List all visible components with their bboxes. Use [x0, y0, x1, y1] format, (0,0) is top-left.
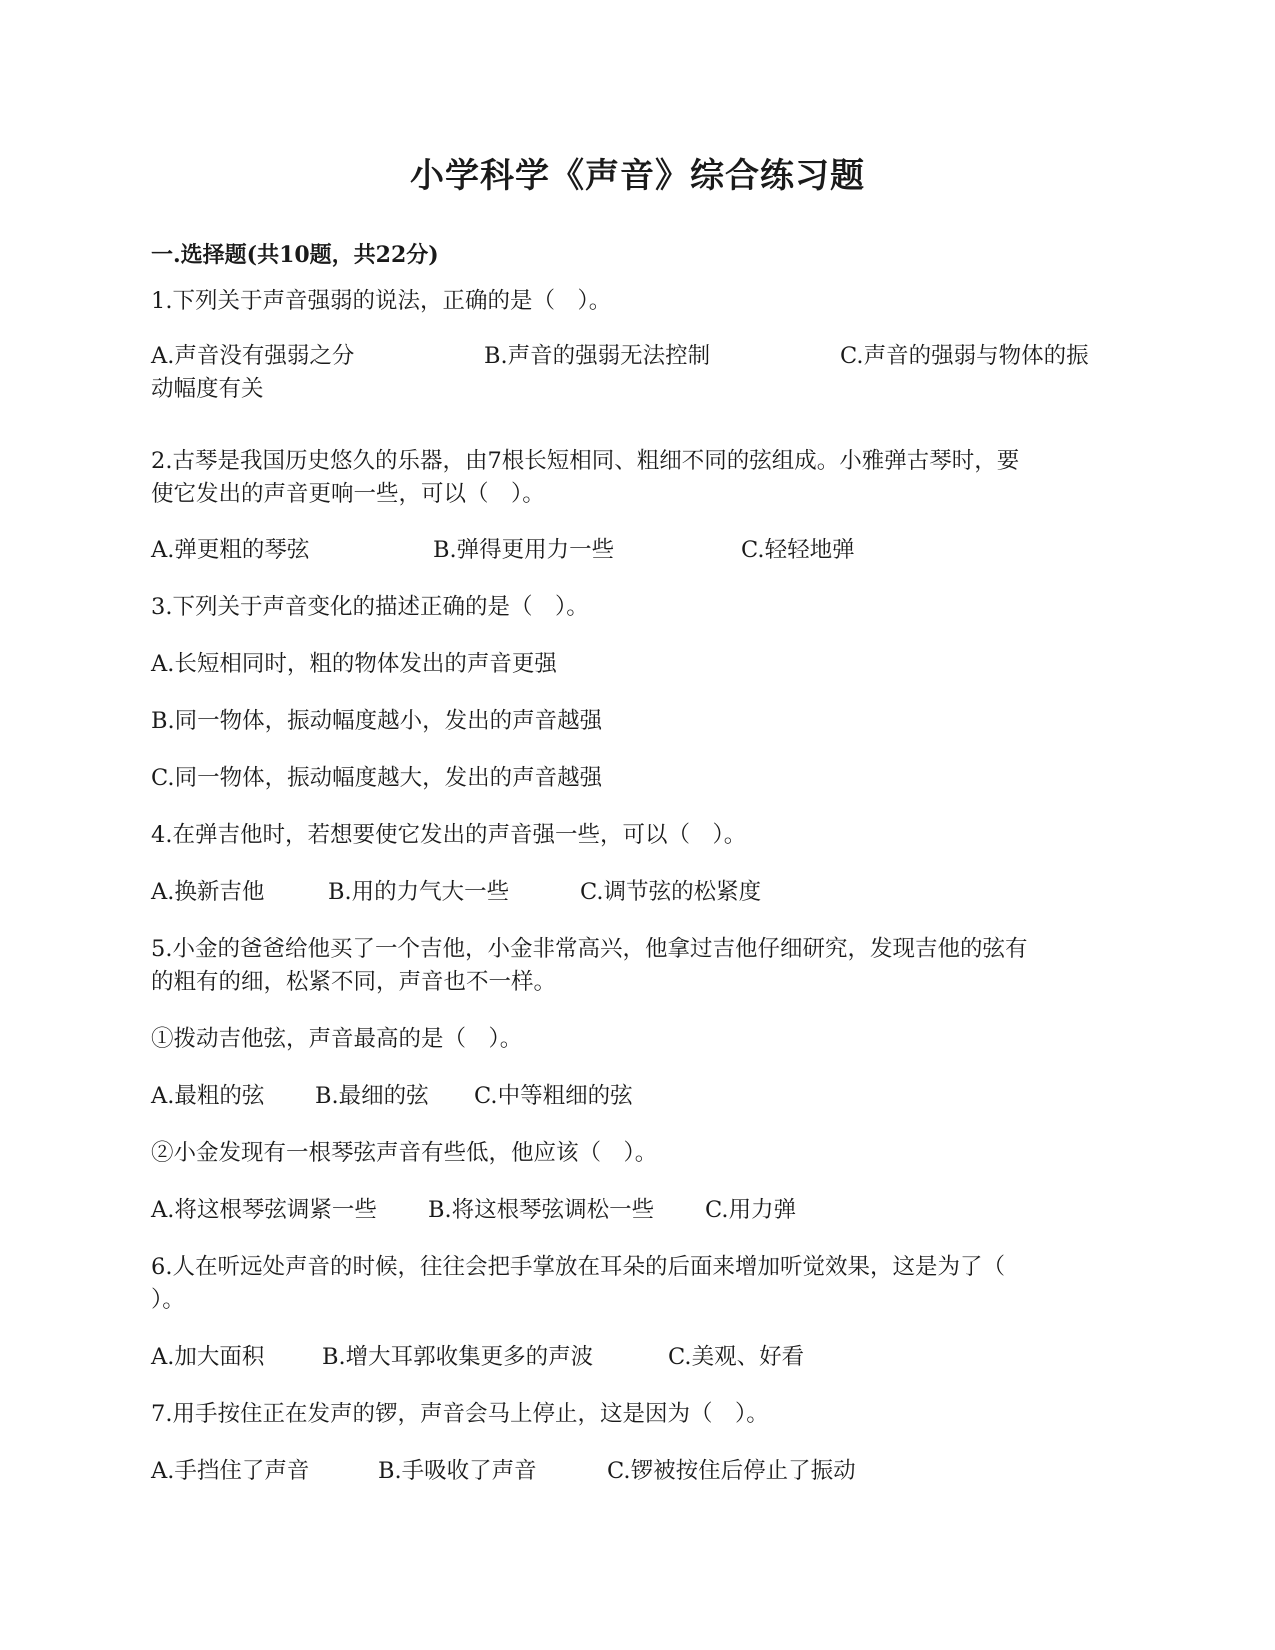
question-7-stem: 7.用手按住正在发声的锣，声音会马上停止，这是因为（ ）。	[151, 1401, 769, 1427]
question-5-stem-line-2: 的粗有的细，松紧不同，声音也不一样。	[151, 969, 557, 995]
question-5-sub-1-stem: ①拨动吉他弦，声音最高的是（ ）。	[151, 1026, 523, 1052]
question-5-stem-line-1: 5.小金的爸爸给他买了一个吉他，小金非常高兴，他拿过吉他仔细研究，发现吉他的弦有	[151, 936, 1028, 962]
question-6-option-c: C.美观、好看	[668, 1344, 805, 1370]
question-3-stem: 3.下列关于声音变化的描述正确的是（ ）。	[151, 594, 589, 620]
question-2-option-b: B.弹得更用力一些	[433, 537, 615, 563]
page-title: 小学科学《声音》综合练习题	[410, 156, 865, 196]
question-4-option-a: A.换新吉他	[151, 879, 265, 905]
question-6-option-a: A.加大面积	[151, 1344, 265, 1370]
question-5-sub-2-option-a: A.将这根琴弦调紧一些	[151, 1197, 377, 1223]
question-2-stem-line-1: 2.古琴是我国历史悠久的乐器，由7根长短相同、粗细不同的弦组成。小雅弹古琴时，要	[151, 448, 1020, 474]
question-5-sub-1-option-c: C.中等粗细的弦	[474, 1083, 633, 1109]
question-5-sub-2-option-b: B.将这根琴弦调松一些	[428, 1197, 655, 1223]
question-5-sub-1-option-b: B.最细的弦	[315, 1083, 429, 1109]
question-6-stem-line-2: ）。	[151, 1287, 185, 1313]
question-1-option-c-continued: 动幅度有关	[151, 376, 264, 402]
question-4-stem: 4.在弹吉他时，若想要使它发出的声音强一些，可以（ ）。	[151, 822, 747, 848]
question-7-option-c: C.锣被按住后停止了振动	[607, 1458, 856, 1484]
question-5-sub-2-stem: ②小金发现有一根琴弦声音有些低，他应该（ ）。	[151, 1140, 658, 1166]
question-6-option-b: B.增大耳郭收集更多的声波	[322, 1344, 594, 1370]
question-7-option-b: B.手吸收了声音	[378, 1458, 537, 1484]
question-3-option-c: C.同一物体，振动幅度越大，发出的声音越强	[151, 765, 603, 791]
section-heading: 一.选择题(共10题，共22分)	[151, 242, 439, 268]
question-3-option-a: A.长短相同时，粗的物体发出的声音更强	[151, 651, 557, 677]
question-4-option-b: B.用的力气大一些	[328, 879, 510, 905]
question-2-option-a: A.弹更粗的琴弦	[151, 537, 310, 563]
question-2-stem-line-2: 使它发出的声音更响一些，可以（ ）。	[151, 481, 545, 507]
question-2-option-c: C.轻轻地弹	[741, 537, 855, 563]
question-7-option-a: A.手挡住了声音	[151, 1458, 310, 1484]
question-1-stem: 1.下列关于声音强弱的说法，正确的是（ ）。	[151, 288, 612, 314]
question-5-sub-2-option-c: C.用力弹	[705, 1197, 797, 1223]
question-5-sub-1-option-a: A.最粗的弦	[151, 1083, 265, 1109]
question-6-stem-line-1: 6.人在听远处声音的时候，往往会把手掌放在耳朵的后面来增加听觉效果，这是为了（	[151, 1254, 1005, 1280]
question-3-option-b: B.同一物体，振动幅度越小，发出的声音越强	[151, 708, 603, 734]
question-1-option-c: C.声音的强弱与物体的振	[840, 343, 1089, 369]
question-4-option-c: C.调节弦的松紧度	[580, 879, 762, 905]
question-1-option-a: A.声音没有强弱之分	[151, 343, 355, 369]
question-1-option-b: B.声音的强弱无法控制	[484, 343, 711, 369]
